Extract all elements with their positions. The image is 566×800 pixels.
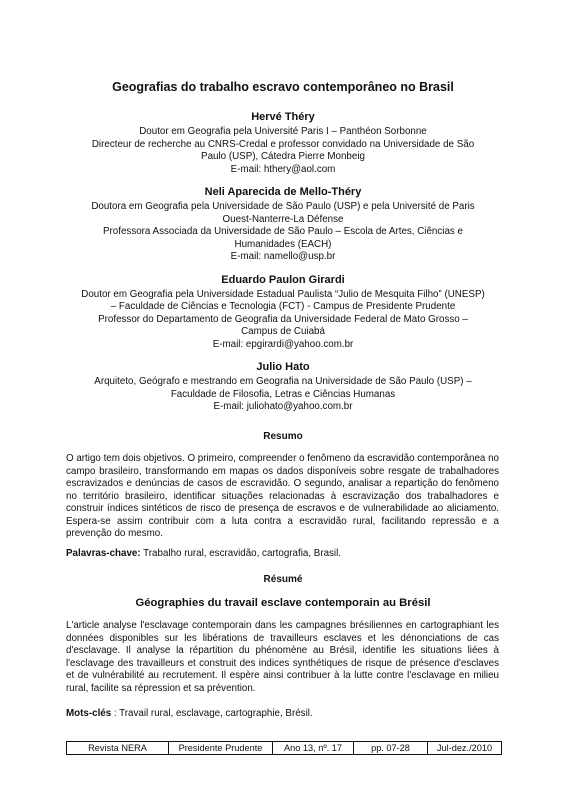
author-affiliation: Humanidades (EACH): [234, 238, 332, 250]
author-email: E-mail: epgirardi@yahoo.com.br: [212, 338, 354, 350]
author-block: [60, 273, 506, 352]
author-list: [60, 110, 506, 423]
resumo-heading: Resumo: [263, 431, 303, 442]
footer-city: Presidente Prudente: [169, 742, 273, 754]
footer-pages: pp. 07-28: [354, 742, 428, 754]
author-affiliation: Arquiteto, Geógrafo e mestrando em Geografia na Universidade de São Paulo (USP) –: [94, 376, 472, 387]
author-affiliation: Paulo (USP), Cátedra Pierre Monbeig: [201, 151, 365, 162]
author-name: Eduardo Paulon Girardi: [221, 273, 345, 286]
author-name: Hervé Théry: [251, 111, 315, 123]
author-affiliation: Doutor em Geografia pela Université Paris I – Panthéon Sorbonne: [139, 126, 427, 137]
footer-date: Jul-dez./2010: [436, 743, 493, 753]
author-block: [60, 110, 506, 176]
keywords-text: : Travail rural, esclavage, cartographie, Brésil.: [111, 708, 313, 719]
journal-footer: [66, 741, 502, 755]
keywords-label: Mots-clés: [66, 708, 112, 719]
french-title: Géographies du travail esclave contemporain au Brésil: [135, 597, 431, 609]
author-name: Neli Aparecida de Mello-Théry: [204, 186, 362, 198]
footer-journal: Revista NERA: [67, 742, 169, 754]
author-affiliation: Professora Associada da Universidade de São Paulo – Escola de Artes, Ciências e: [103, 226, 463, 237]
keywords-label: Palavras-chave:: [66, 548, 141, 559]
author-email: E-mail: juliohato@yahoo.com.br: [213, 401, 353, 412]
author-affiliation: Professor do Departamento de Geografia da Universidade Federal de Mato Grosso –: [98, 313, 468, 325]
author-name: Julio Hato: [256, 361, 310, 373]
keywords-text: Trabalho rural, escravidão, cartografia, Brasil.: [140, 548, 342, 559]
author-affiliation: – Faculdade de Ciências e Tecnologia (FCT) - Campus de Presidente Prudente: [110, 301, 456, 312]
author-affiliation: Ouest-Nanterre-La Défense: [222, 213, 344, 225]
palavras-chave: [66, 548, 499, 561]
resume-text: L'article analyse l'esclavage contemporain dans les campagnes brésiliennes en cartographiant les données disponibles sur les libérations de travailleurs esclaves et les dénonciations de cas d'esclavage. Il analyse la répartition du phénomène au Brésil, identifie les situations liées à l'esclavage des travailleurs et construit des indices synthétiques de risque de présence d'esclaves et de vulnérabilité au recrutement. Il espère ainsi contribuer à la lutte contre l'esclavage en milieu rural, facilite sa répression et sa prévention.: [66, 620, 499, 694]
author-email: E-mail: hthery@aol.com: [230, 163, 336, 175]
mots-cles: [66, 708, 499, 721]
resume-heading: Résumé: [263, 574, 303, 585]
author-affiliation: Faculdade de Filosofia, Letras e Ciências Humanas: [170, 388, 396, 400]
author-affiliation: Doutor em Geografia pela Universidade Estadual Paulista “Julio de Mesquita Filho” (UNESP): [81, 288, 485, 300]
resumo-text: O artigo tem dois objetivos. O primeiro, compreender o fenômeno da escravidão contemporânea no campo brasileiro, transformando em mapas os dados disponíveis sobre resgate de trabalhadores escravizados e denúncias de casos de escravidão. O segundo, analisar a repartição do fenômeno no território brasileiro, identificar situações relacionadas à escravização dos trabalhadores e construir índices sintéticos de risco de presença de escravos e de vulnerabilidade ao aliciamento. Espera-se assim contribuir com a luta contra a escravidão rural, facilitando repressão e a prevenção do mesmo.: [66, 453, 499, 539]
author-affiliation: Doutora em Geografia pela Universidade de São Paulo (USP) e pela Université de Paris: [91, 201, 475, 212]
author-email: E-mail: namello@usp.br: [230, 251, 336, 262]
author-affiliation: Campus de Cuiabá: [241, 326, 325, 337]
author-block: [60, 360, 506, 414]
footer-issue: Ano 13, nº. 17: [273, 742, 354, 754]
author-block: [60, 185, 506, 264]
author-affiliation: Directeur de recherche au CNRS-Credal e professor convidado na Universidade de São: [91, 138, 475, 150]
paper-title: Geografias do trabalho escravo contemporâneo no Brasil: [112, 80, 454, 94]
